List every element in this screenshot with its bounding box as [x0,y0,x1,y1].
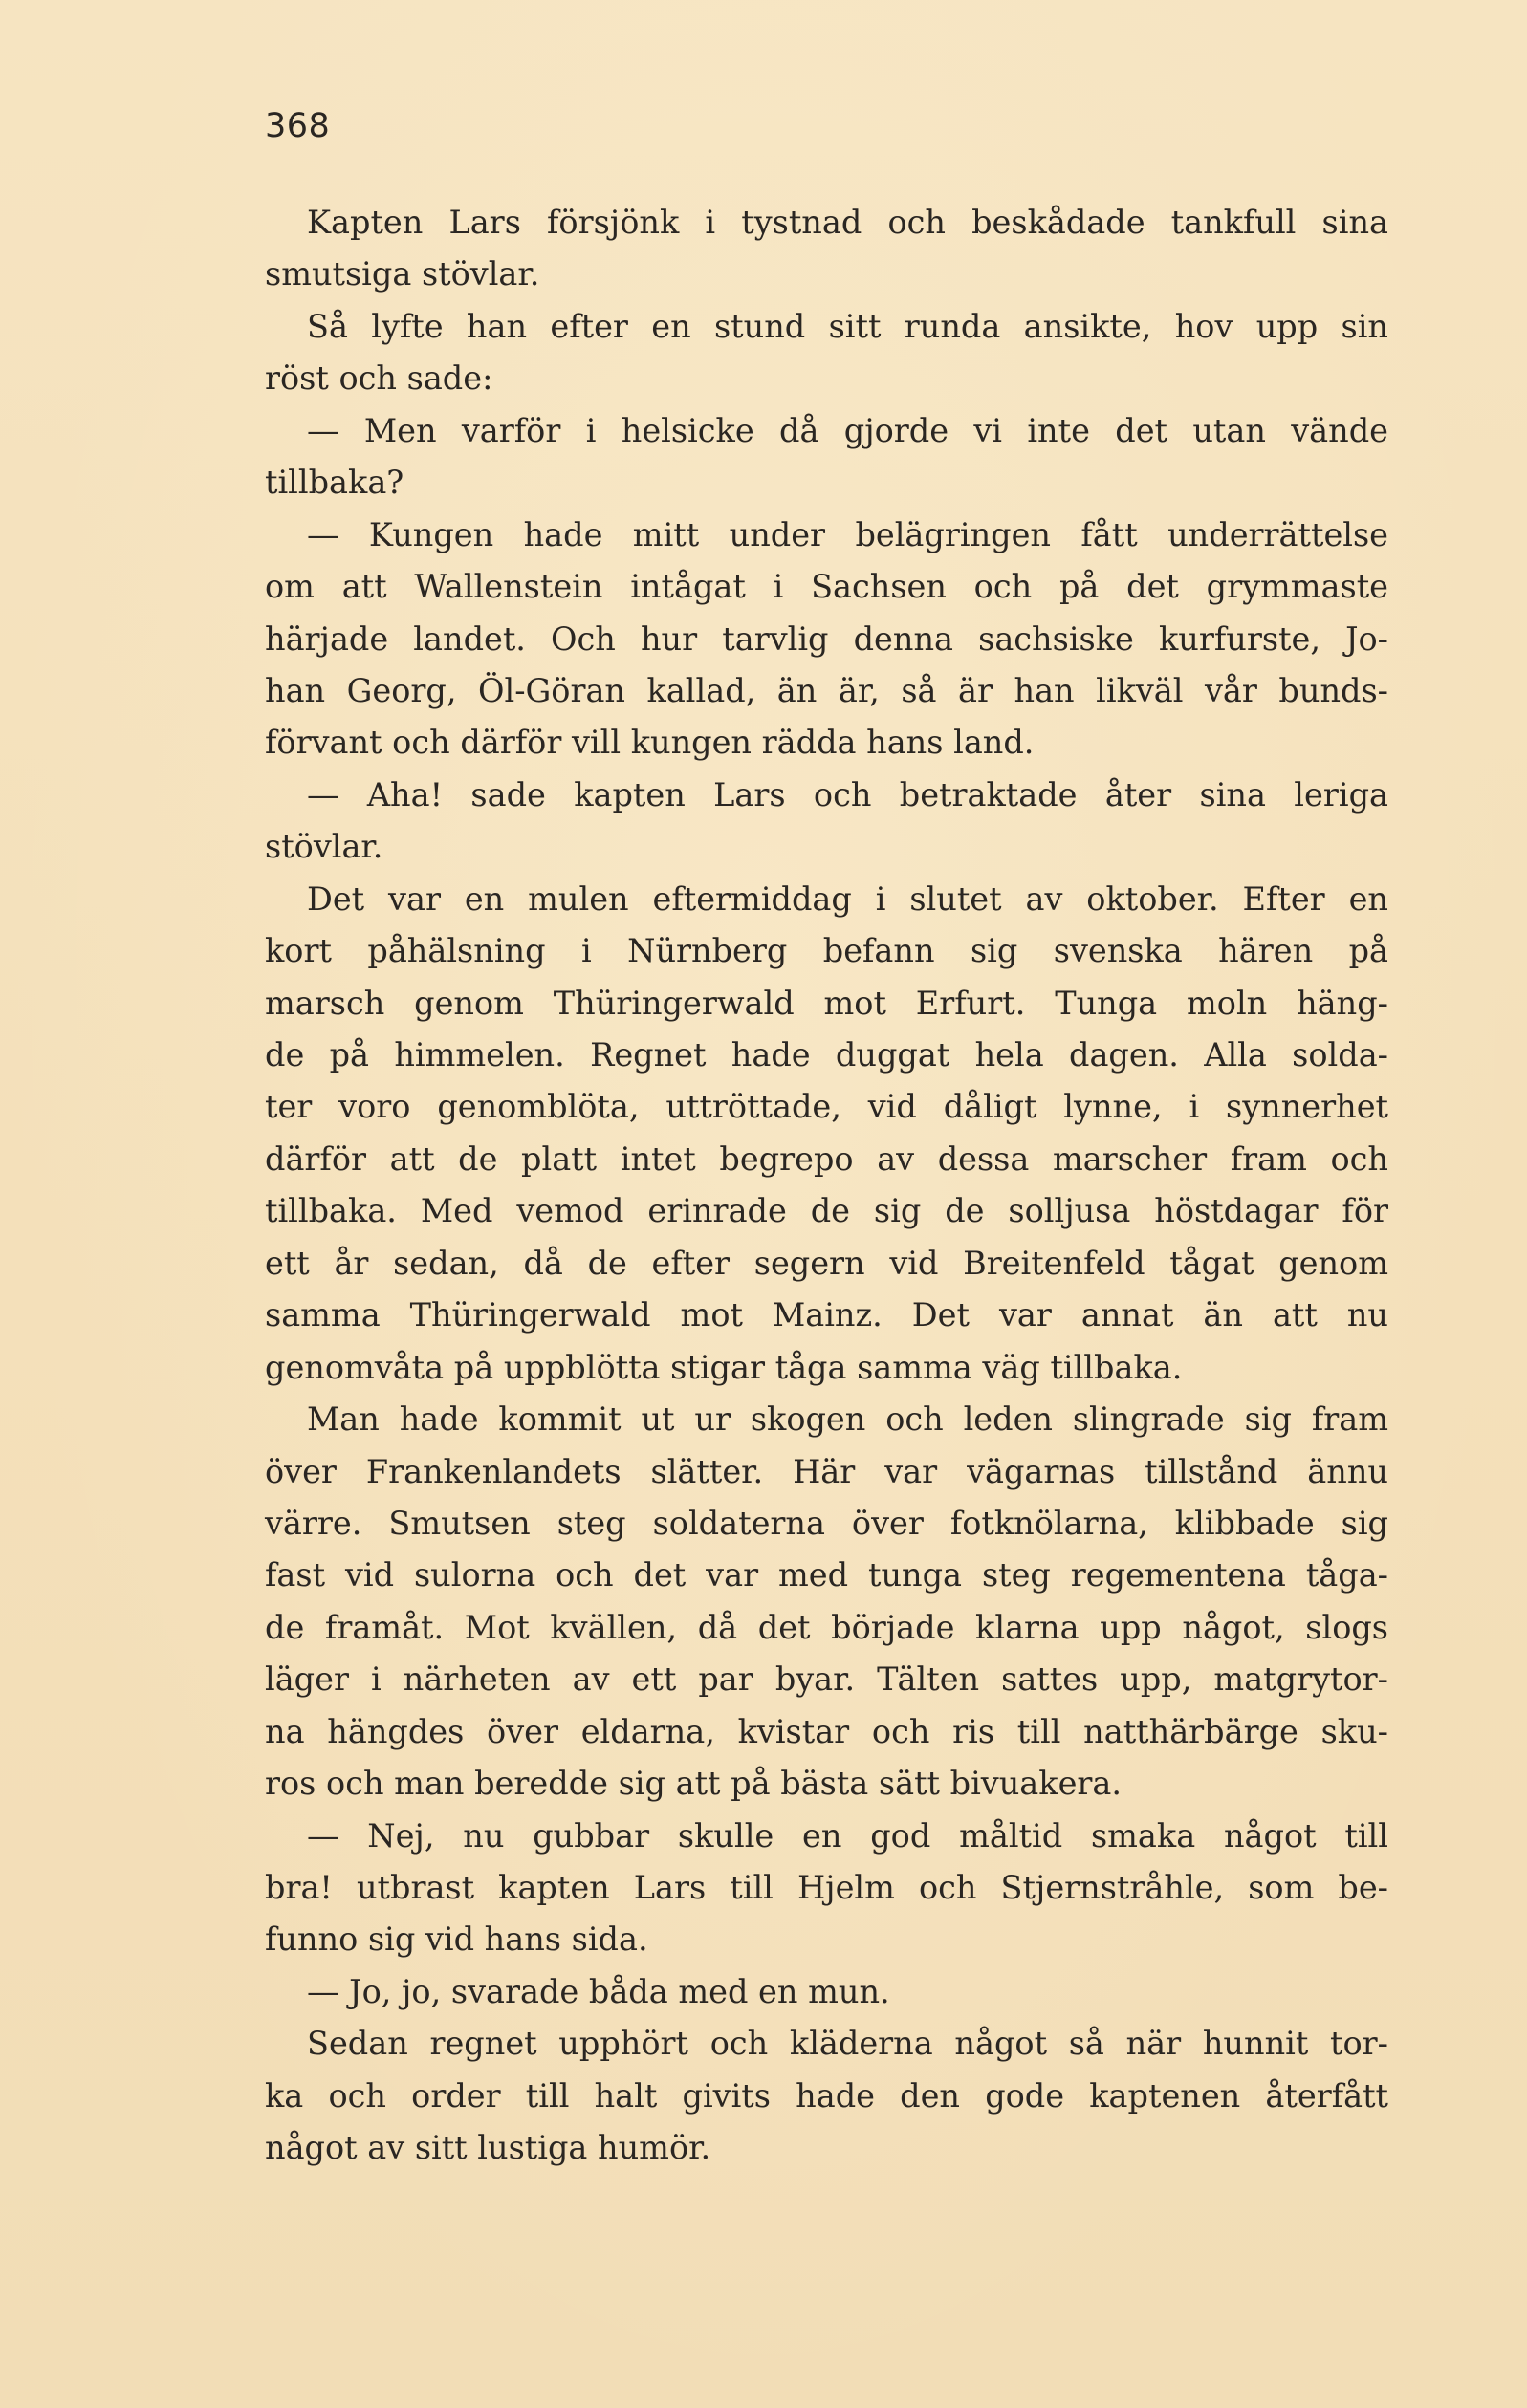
text-line: marsch genom Thüringerwald mot Erfurt. Tunga moln häng- [265,984,1388,1022]
text-line: läger i närheten av ett par byar. Tälten sattes upp, matgrytor- [265,1660,1388,1699]
page-number: 368 [265,107,331,145]
text-line: röst och sade: [265,359,493,398]
text-line: — Kungen hade mitt under belägringen fått underrättelse [307,515,1388,553]
text-line: kort påhälsning i Nürnberg befann sig svenska hären på [265,932,1388,970]
text-line: Man hade kommit ut ur skogen och leden slingrade sig fram [307,1400,1388,1439]
text-line: över Frankenlandets slätter. Här var vägarnas tillstånd ännu [265,1452,1388,1490]
text-line: ett år sedan, då de efter segern vid Breitenfeld tågat genom [265,1244,1388,1282]
text-line: han Georg, Öl-Göran kallad, än är, så är han likväl vår bunds- [265,671,1388,709]
text-line: de på himmelen. Regnet hade duggat hela dagen. Alla solda- [265,1036,1388,1074]
text-line: något av sitt lustiga humör. [265,2129,711,2167]
text-line: förvant och därför vill kungen rädda hans land. [265,724,1035,762]
text-line: ter voro genomblöta, uttröttade, vid dåligt lynne, i synnerhet [265,1088,1388,1126]
text-line: ka och order till halt givits hade den gode kaptenen återfått [265,2076,1388,2115]
text-line: — Men varför i helsicke då gjorde vi inte det utan vände [307,411,1388,449]
text-line: smutsiga stövlar. [265,255,540,293]
text-line: — Nej, nu gubbar skulle en god måltid smaka något till [307,1816,1388,1855]
text-line: — Jo, jo, svarade båda med en mun. [307,1972,890,2010]
text-line: — Aha! sade kapten Lars och betraktade åter sina leriga [307,775,1388,814]
text-line: härjade landet. Och hur tarvlig denna sachsiske kurfurste, Jo- [265,619,1388,658]
text-line: Kapten Lars försjönk i tystnad och beskådade tankfull sina [307,204,1388,241]
text-line: tillbaka. Med vemod erinrade de sig de solljusa höstdagar för [265,1192,1388,1230]
text-line: ros och man beredde sig att på bästa sätt bivuakera. [265,1765,1123,1803]
text-line: de framåt. Mot kvällen, då det började klarna upp något, slogs [265,1608,1388,1646]
body-text [265,197,1388,2175]
text-line: bra! utbrast kapten Lars till Hjelm och Stjernstråhle, som be- [265,1869,1388,1906]
text-line: Sedan regnet upphört och kläderna något så när hunnit tor- [307,2025,1388,2063]
text-line: Så lyfte han efter en stund sitt runda ansikte, hov upp sin [307,307,1388,345]
text-line: därför att de platt intet begrepo av dessa marscher fram och [265,1139,1388,1178]
text-line: funno sig vid hans sida. [265,1920,648,1959]
text-line: na hängdes över eldarna, kvistar och ris till natthärbärge sku- [265,1712,1388,1750]
text-line: värre. Smutsen steg soldaterna över fotknölarna, klibbade sig [265,1504,1388,1542]
text-line: genomvåta på uppblötta stigar tåga samma väg tillbaka. [265,1348,1183,1386]
text-line: samma Thüringerwald mot Mainz. Det var annat än att nu [265,1296,1388,1334]
text-line: fast vid sulorna och det var med tunga steg regementena tåga- [265,1556,1388,1594]
text-line: om att Wallenstein intågat i Sachsen och på det grymmaste [265,568,1388,606]
text-line: Det var en mulen eftermiddag i slutet av oktober. Efter en [307,879,1388,918]
text-line: tillbaka? [265,464,404,502]
text-line: stövlar. [265,828,383,866]
